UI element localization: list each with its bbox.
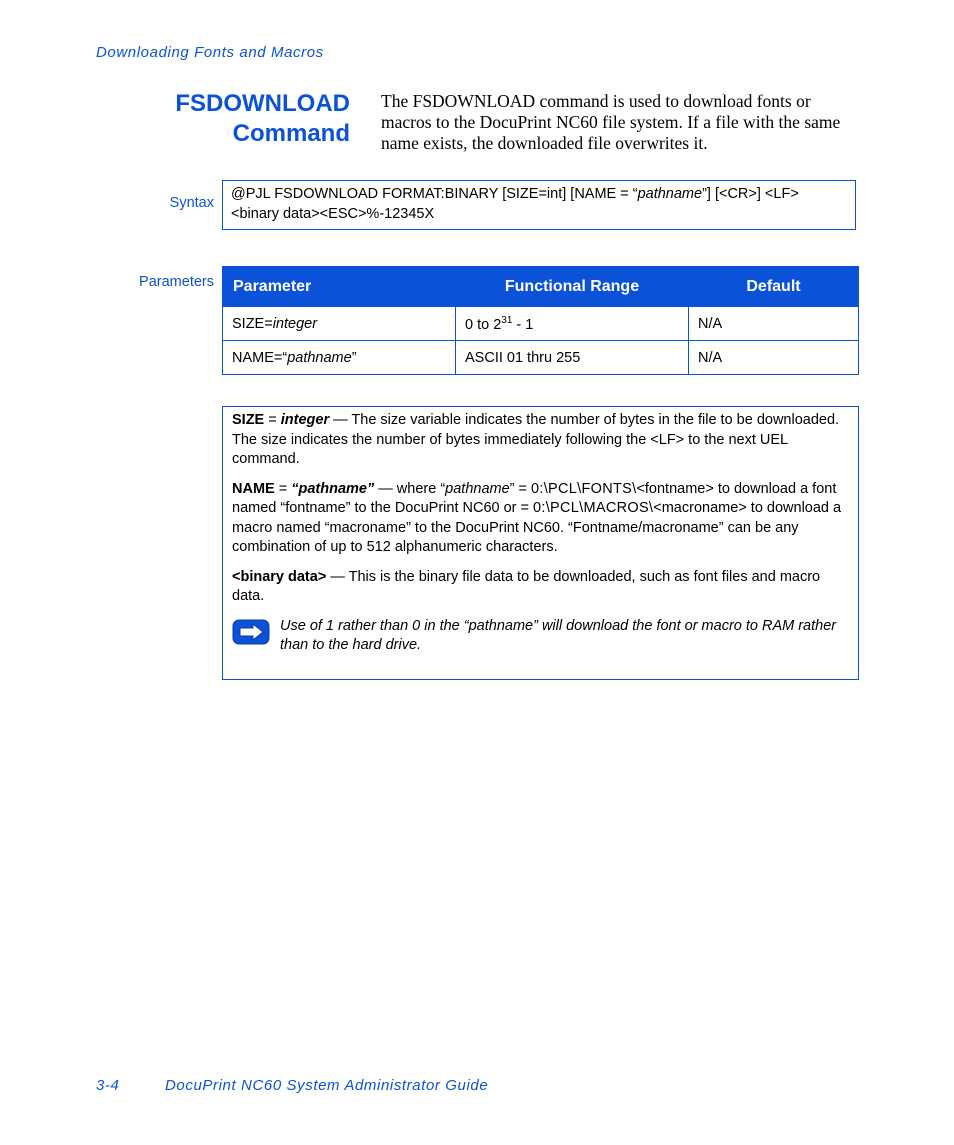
header-functional-range: Functional Range xyxy=(456,267,689,307)
param-suffix: ” xyxy=(351,349,357,366)
section-title xyxy=(120,89,350,149)
name-eq: = xyxy=(274,480,292,497)
binary-text: — This is the binary file data to be downloaded, such as font files and macro data. xyxy=(232,568,821,604)
syntax-pathname: pathname xyxy=(637,186,703,202)
range-exponent: 31 xyxy=(501,314,513,326)
size-description xyxy=(232,411,848,470)
name-var: “pathname” xyxy=(291,480,375,497)
range-base: 0 to 2 xyxy=(465,316,502,333)
syntax-part1: @PJL FSDOWNLOAD FORMAT:BINARY [SIZE=int] [NAME = “ xyxy=(231,186,638,202)
section-title-line2: Command xyxy=(232,120,350,147)
binary-term: binary data xyxy=(240,568,318,585)
table-row xyxy=(223,307,859,341)
note-text: Use of 1 rather than 0 in the “pathname” will download the font or macro to RAM rather than to the hard drive. xyxy=(280,617,837,653)
name-term: NAME xyxy=(232,480,275,497)
table-header-row xyxy=(223,267,859,307)
syntax-box xyxy=(222,180,856,230)
section-intro: The FSDOWNLOAD command is used to download fonts or macros to the DocuPrint NC60 file system. If a file with the same name exists, the downloaded file overwrites it. xyxy=(381,91,841,153)
header-parameter: Parameter xyxy=(223,267,456,307)
footer-title: DocuPrint NC60 System Administrator Guide xyxy=(165,1077,489,1094)
binary-open: < xyxy=(232,568,241,585)
name-path: pathname xyxy=(445,480,510,497)
parameters-label: Parameters xyxy=(139,274,214,290)
fonts-path: 0:\PCL\FONTS\ xyxy=(531,480,637,497)
parameters-table xyxy=(222,266,859,375)
size-eq: = xyxy=(264,412,281,428)
name-text4: <macroname> to download a macro named “macroname” to the DocuPrint NC60. “Fontname/macroname” can be any combination of up to 512 alphanumeric characters. xyxy=(232,500,842,555)
syntax-line1 xyxy=(231,185,845,205)
syntax-part2: ”] [<CR>] <LF> xyxy=(702,186,799,202)
syntax-label: Syntax xyxy=(169,195,214,211)
name-text2: ” = xyxy=(509,480,532,497)
binary-description xyxy=(232,568,848,607)
binary-close: > xyxy=(317,568,327,585)
cell-range xyxy=(456,307,689,341)
cell-range: ASCII 01 thru 255 xyxy=(456,341,689,375)
range-rest: - 1 xyxy=(512,316,534,333)
note-arrow-icon xyxy=(232,619,270,645)
cell-parameter xyxy=(223,341,456,375)
macros-path: 0:\PCL\MACROS\ xyxy=(533,500,654,516)
size-term: SIZE xyxy=(232,412,265,428)
param-italic: pathname xyxy=(287,349,352,366)
name-text1: — where “ xyxy=(374,480,446,497)
name-text3: <fontname> to download a font named “fontname” to the DocuPrint NC60 or = xyxy=(232,480,837,516)
param-prefix: NAME=“ xyxy=(232,349,288,366)
running-header: Downloading Fonts and Macros xyxy=(96,44,324,61)
param-italic: integer xyxy=(272,315,318,332)
note xyxy=(232,617,848,656)
syntax-line2: <binary data><ESC>%-12345X xyxy=(231,205,435,222)
cell-default: N/A xyxy=(689,341,859,375)
table-row xyxy=(223,341,859,375)
header-default: Default xyxy=(689,267,859,307)
param-prefix: SIZE= xyxy=(232,315,273,332)
section-title-line1: FSDOWNLOAD xyxy=(175,90,350,117)
name-description xyxy=(232,480,848,558)
cell-default: N/A xyxy=(689,307,859,341)
cell-parameter xyxy=(223,307,456,341)
description-box xyxy=(222,406,859,680)
footer-page-number: 3-4 xyxy=(96,1077,120,1094)
size-text: — The size variable indicates the number of bytes in the file to be downloaded. The size indicates the number of bytes immediately following the <LF> to the next UEL command. xyxy=(232,412,840,467)
size-var: integer xyxy=(280,412,330,428)
